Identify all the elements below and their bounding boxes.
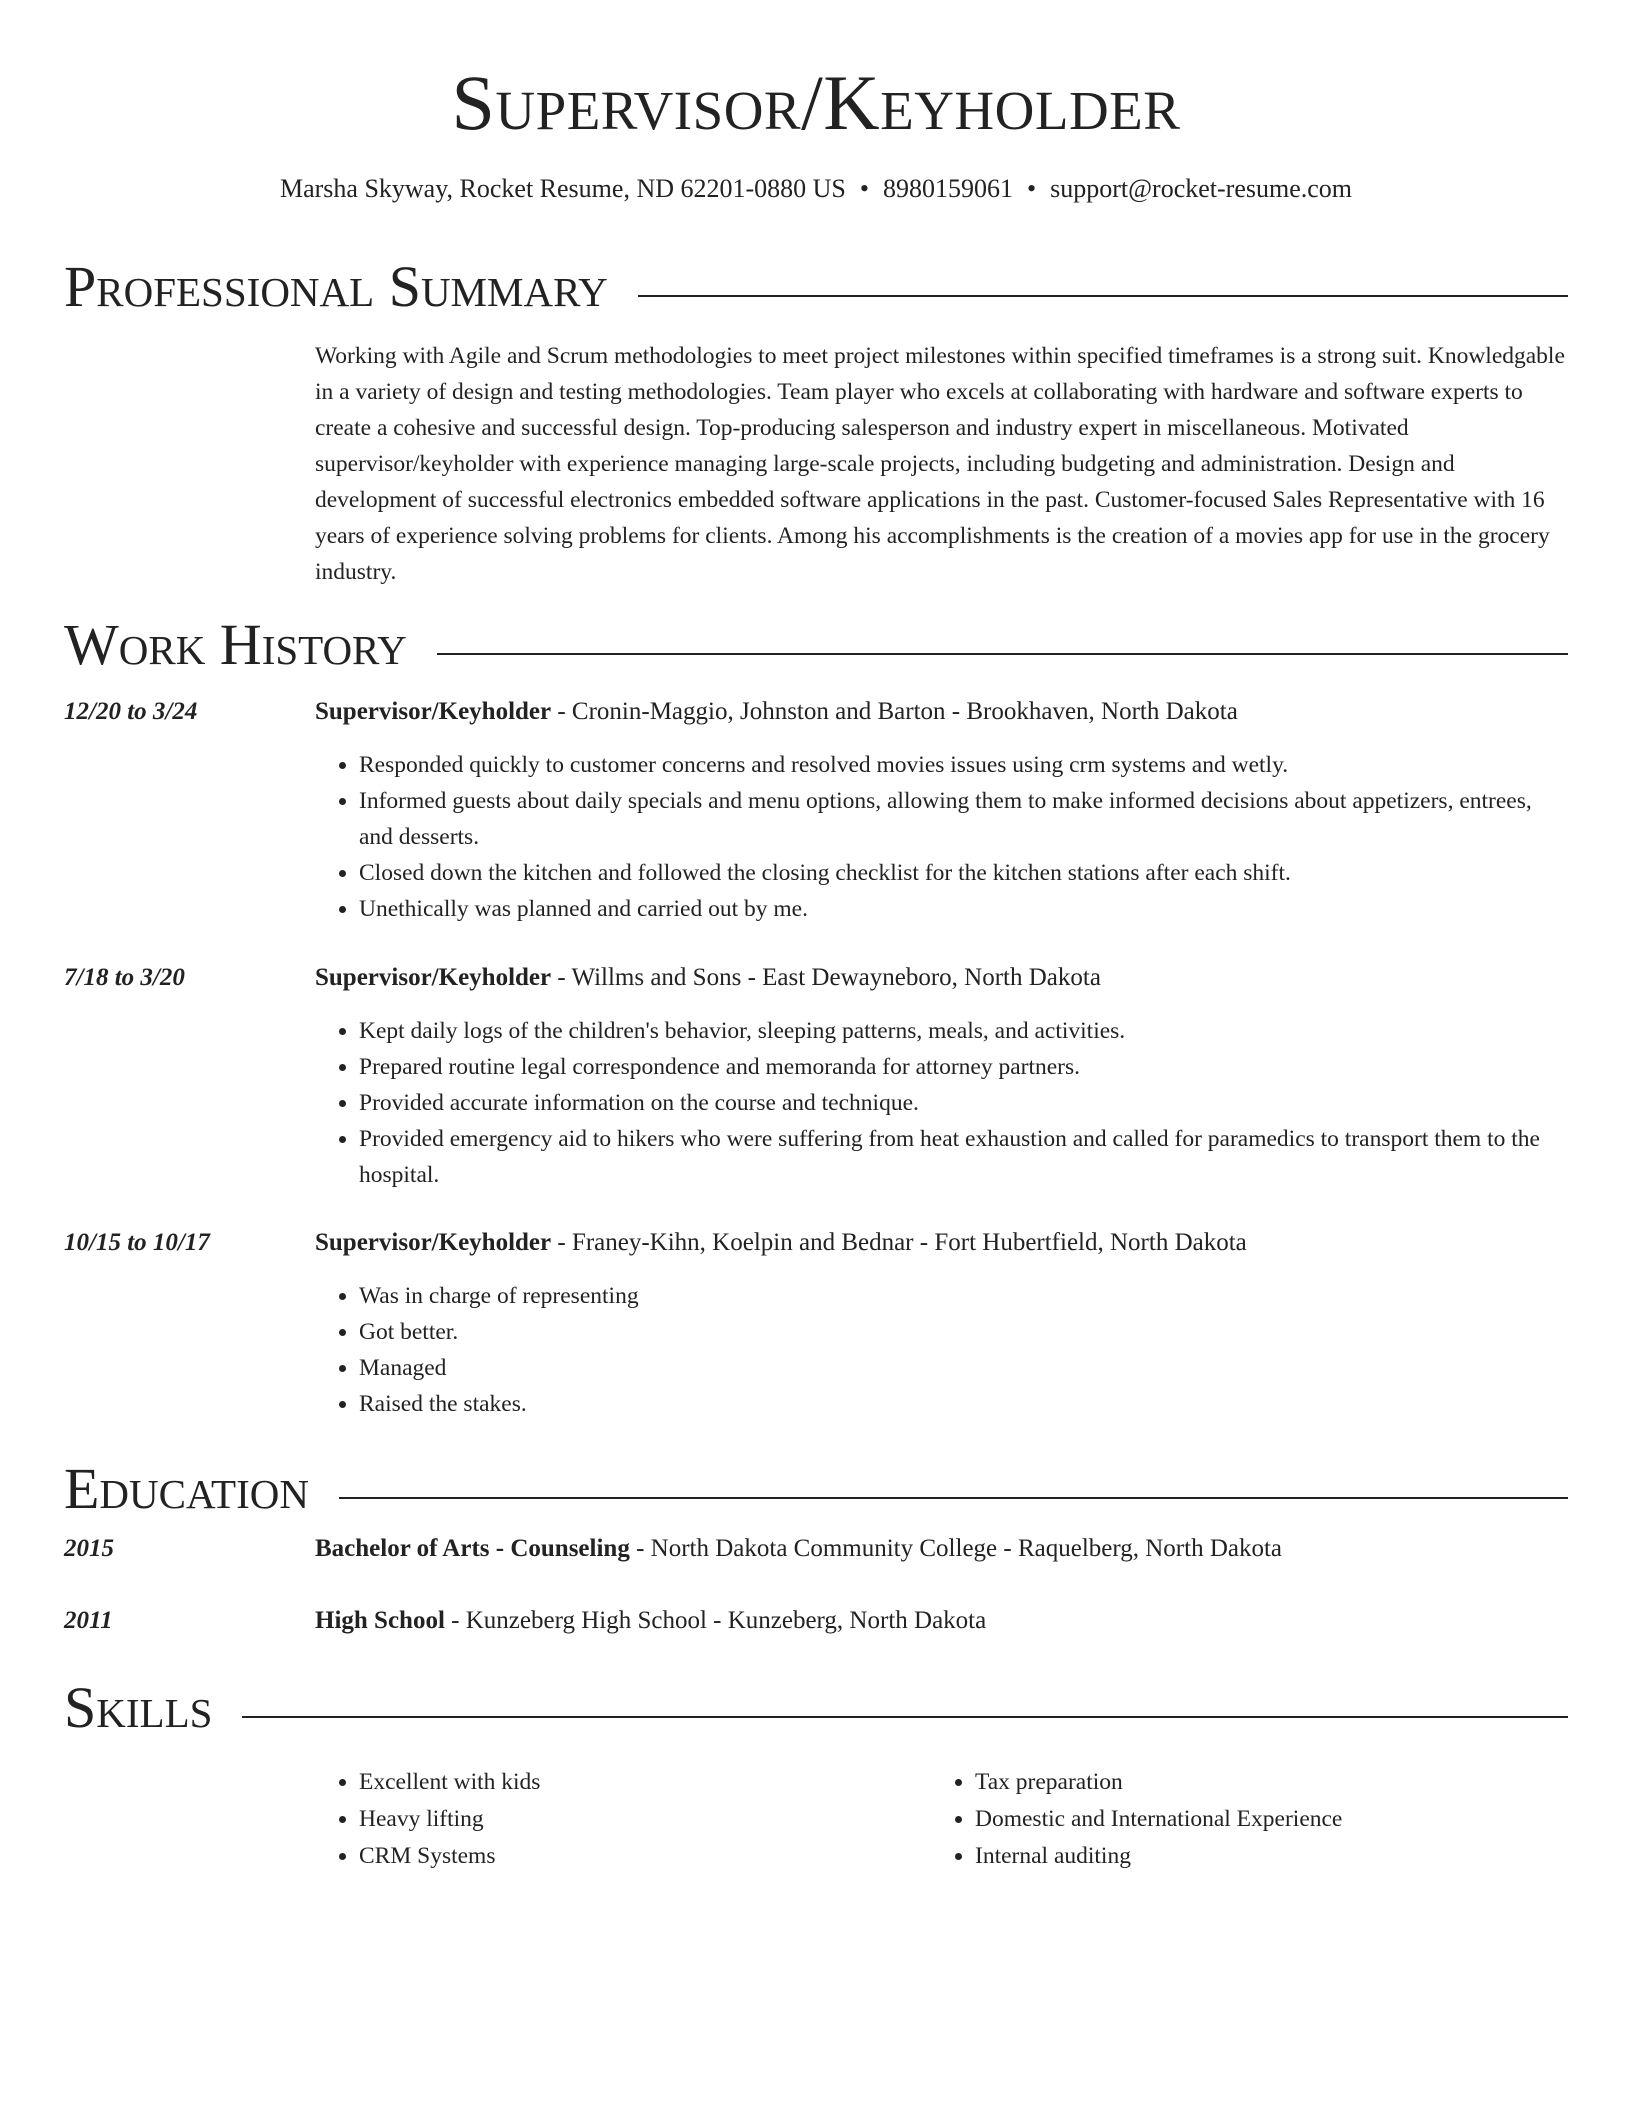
job-bullets	[315, 1278, 1568, 1422]
job-bullet: • Managed	[359, 1350, 1568, 1386]
job-dates: 12/20 to 3/24	[64, 698, 198, 725]
education-details: - Kunzeberg High School - Kunzeberg, North Dakota	[444, 1607, 987, 1634]
contact-separator: •	[1027, 174, 1037, 203]
contact-separator: •	[859, 174, 869, 203]
summary-heading: Professional Summary	[64, 252, 638, 322]
job-title: Supervisor/Keyholder	[315, 698, 552, 725]
contact-line	[0, 172, 1632, 206]
skills-list-left	[315, 1764, 919, 1875]
job-title: Supervisor/Keyholder	[315, 964, 552, 991]
contact-address: Marsha Skyway, Rocket Resume, ND 62201-0880 US	[279, 174, 846, 203]
summary-text: Working with Agile and Scrum methodologies to meet project milestones within specified timeframes is a strong suit. Knowledgable in a variety of design and testing methodologies. Team player who excels at collaborating with hardware and software experts to create a cohesive and successful design. Top-producing salesperson and industry expert in miscellaneous. Motivated supervisor/keyholder with experience managing large-scale projects, including budgeting and administration. Design and development of successful electronics embedded software applications in the past. Customer-focused Sales Representative with 16 years of experience solving problems for clients. Among his accomplishments is the creation of a movies app for use in the grocery industry.	[315, 343, 1565, 585]
job-details: - Cronin-Maggio, Johnston and Barton - Brookhaven, North Dakota	[551, 698, 1238, 725]
job-bullet: • Unethically was planned and carried out by me.	[359, 891, 1568, 927]
job-headline	[315, 961, 1568, 995]
skill-item: • CRM Systems	[359, 1838, 919, 1875]
education-year: 2015	[64, 1535, 114, 1562]
job-bullet: • Provided emergency aid to hikers who were suffering from heat exhaustion and called for paramedics to transport them to the hospital.	[359, 1121, 1568, 1193]
skills-list-right	[931, 1764, 1575, 1875]
education-details: - North Dakota Community College - Raquelberg, North Dakota	[629, 1535, 1283, 1562]
job-headline	[315, 695, 1568, 729]
job-bullet: • Responded quickly to customer concerns and resolved movies issues using crm systems and wetly.	[359, 747, 1568, 783]
skill-item: • Heavy lifting	[359, 1801, 919, 1838]
job-details: - Franey-Kihn, Koelpin and Bednar - Fort Hubertfield, North Dakota	[551, 1229, 1247, 1256]
summary-section-header	[64, 252, 1568, 322]
job-title: Supervisor/Keyholder	[315, 1229, 552, 1256]
job-bullet: • Kept daily logs of the children's behavior, sleeping patterns, meals, and activities.	[359, 1013, 1568, 1049]
job-bullets	[315, 1013, 1568, 1193]
skill-item: • Excellent with kids	[359, 1764, 919, 1801]
section-divider	[64, 1716, 1568, 1718]
contact-email: support@rocket-resume.com	[1050, 174, 1353, 203]
education-headline	[315, 1532, 1568, 1566]
job-dates: 7/18 to 3/20	[64, 964, 185, 991]
skills-heading: Skills	[64, 1673, 242, 1743]
work-heading: Work History	[64, 610, 437, 680]
job-bullet: • Provided accurate information on the course and technique.	[359, 1085, 1568, 1121]
skill-item: • Domestic and International Experience	[975, 1801, 1575, 1838]
job-bullet: • Got better.	[359, 1314, 1568, 1350]
job-bullet: • Prepared routine legal correspondence and memoranda for attorney partners.	[359, 1049, 1568, 1085]
job-bullet: • Raised the stakes.	[359, 1386, 1568, 1422]
education-headline	[315, 1604, 1568, 1638]
education-section-header	[64, 1454, 1568, 1524]
job-bullet: • Closed down the kitchen and followed the closing checklist for the kitchen stations after each shift.	[359, 855, 1568, 891]
job-bullet: • Was in charge of representing	[359, 1278, 1568, 1314]
work-section-header	[64, 610, 1568, 680]
job-dates: 10/15 to 10/17	[64, 1229, 210, 1256]
job-headline	[315, 1226, 1568, 1260]
job-details: - Willms and Sons - East Dewayneboro, North Dakota	[551, 964, 1101, 991]
skills-section-header	[64, 1673, 1568, 1743]
skill-item: • Tax preparation	[975, 1764, 1575, 1801]
skill-item: • Internal auditing	[975, 1838, 1575, 1875]
education-degree: High School	[315, 1607, 445, 1634]
resume-title: Supervisor/Keyholder	[451, 59, 1181, 146]
education-year: 2011	[64, 1607, 113, 1634]
job-bullets	[315, 747, 1568, 927]
education-degree: Bachelor of Arts - Counseling	[315, 1535, 630, 1562]
education-heading: Education	[64, 1454, 339, 1524]
job-bullet: • Informed guests about daily specials and menu options, allowing them to make informed decisions about appetizers, entrees, and desserts.	[359, 783, 1568, 855]
contact-phone: 8980159061	[883, 174, 1013, 203]
